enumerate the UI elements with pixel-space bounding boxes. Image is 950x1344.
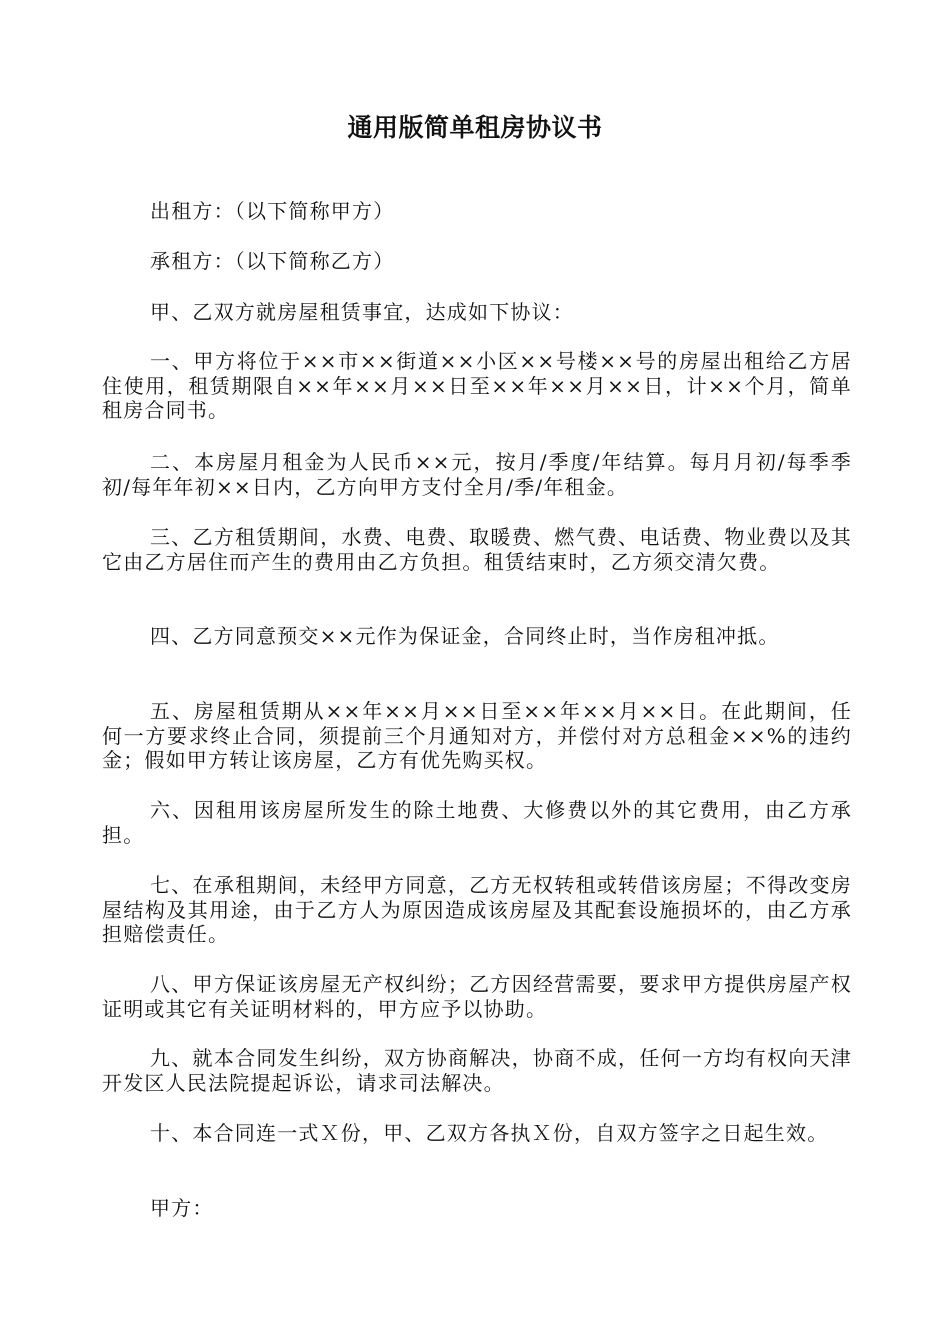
party-a-signature-line: 甲方： — [150, 1196, 214, 1220]
clause-5: 五、房屋租赁期从××年××月××日至××年××月××日。在此期间，任何一方要求终止合同，须提前三个月通知对方，并偿付对方总租金××%的违约金；假如甲方转让该房屋，乙方有优先购买权。 — [102, 699, 852, 772]
lessor-line: 出租方：（以下简称甲方） — [150, 199, 395, 223]
clause-6: 六、因租用该房屋所发生的除土地费、大修费以外的其它费用，由乙方承担。 — [102, 798, 852, 847]
clause-7: 七、在承租期间，未经甲方同意，乙方无权转租或转借该房屋；不得改变房屋结构及其用途，由于乙方人为原因造成该房屋及其配套设施损坏的，由乙方承担赔偿责任。 — [102, 873, 852, 946]
clause-9: 九、就本合同发生纠纷，双方协商解决，协商不成，任何一方均有权向天津开发区人民法院提起诉讼，请求司法解决。 — [102, 1046, 852, 1095]
agreement-intro: 甲、乙双方就房屋租赁事宜，达成如下协议： — [150, 300, 574, 324]
clause-4: 四、乙方同意预交××元作为保证金，合同终止时，当作房租冲抵。 — [150, 624, 780, 648]
clause-3: 三、乙方租赁期间，水费、电费、取暖费、燃气费、电话费、物业费以及其它由乙方居住而产生的费用由乙方负担。租赁结束时，乙方须交清欠费。 — [102, 525, 852, 574]
lessee-line: 承租方：（以下简称乙方） — [150, 249, 395, 273]
clause-10: 十、本合同连一式Ｘ份，甲、乙双方各执Ｘ份，自双方签字之日起生效。 — [150, 1121, 829, 1145]
document-title: 通用版简单租房协议书 — [347, 113, 603, 142]
clause-1: 一、甲方将位于××市××街道××小区××号楼××号的房屋出租给乙方居住使用，租赁期限自××年××月××日至××年××月××日，计××个月，简单租房合同书。 — [102, 349, 852, 422]
clause-2: 二、本房屋月租金为人民币××元，按月/季度/年结算。每月月初/每季季初/每年年初××日内，乙方向甲方支付全月/季/年租金。 — [102, 450, 852, 499]
clause-8: 八、甲方保证该房屋无产权纠纷；乙方因经营需要，要求甲方提供房屋产权证明或其它有关证明材料的，甲方应予以协助。 — [102, 972, 852, 1021]
